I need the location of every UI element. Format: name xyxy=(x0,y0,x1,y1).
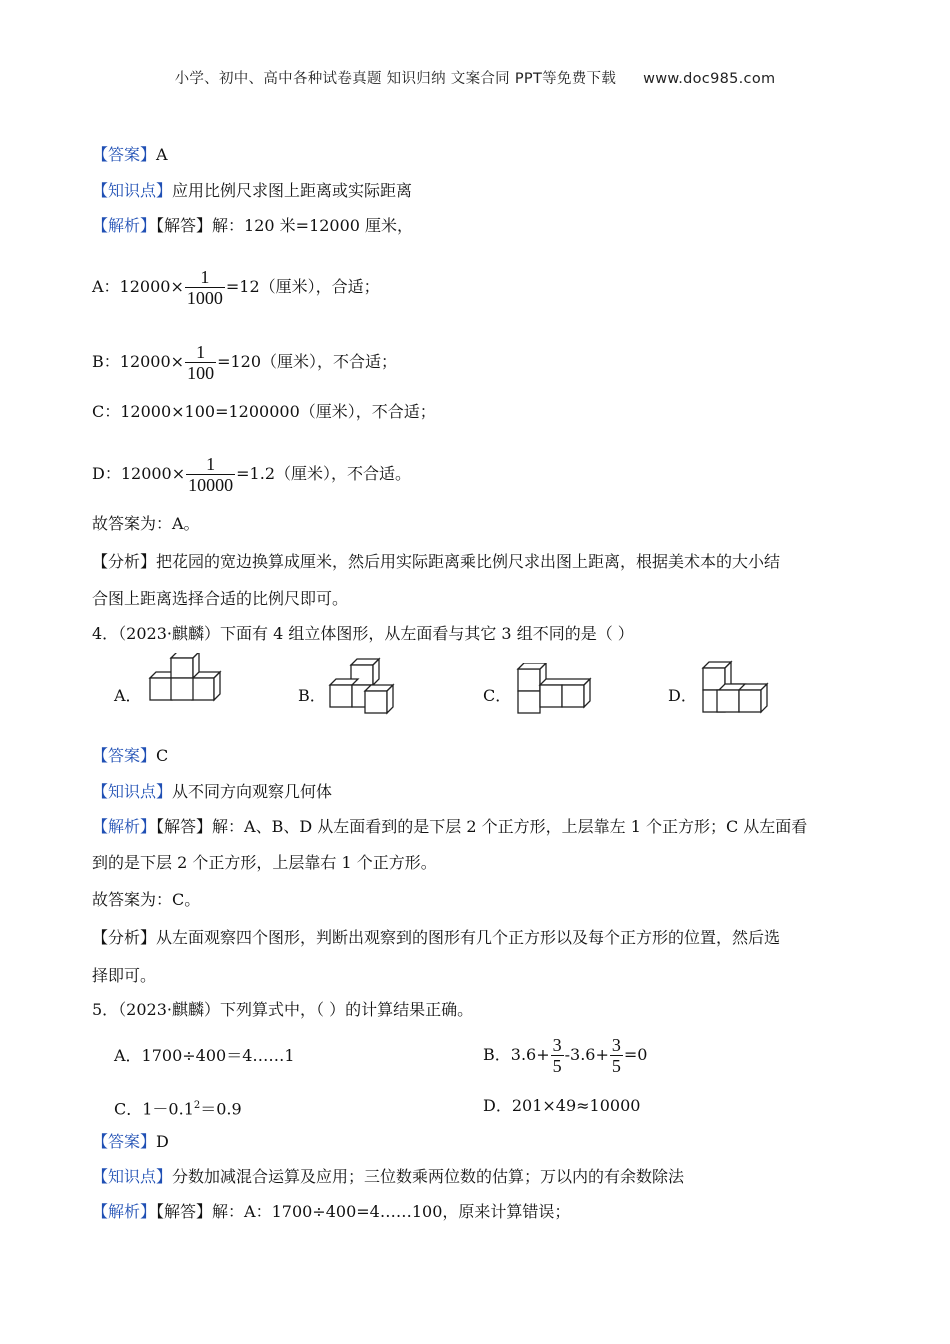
fenxi-tag: 【分析】 xyxy=(92,928,157,947)
numerator: 1 xyxy=(185,267,225,288)
q5-analysis-line xyxy=(92,1200,570,1224)
q3-option-a xyxy=(92,264,380,310)
q4-stem-text: 4．（2023·麒麟）下面有 4 组立体图形，从左面看与其它 3 组不同的是（ ） xyxy=(92,624,634,643)
denominator: 1000 xyxy=(186,288,223,308)
q4-figure-d xyxy=(695,658,785,716)
q3-option-d xyxy=(92,451,411,497)
denominator: 5 xyxy=(611,1056,621,1076)
q4-figure-a xyxy=(140,653,230,715)
q4-knowledge-line xyxy=(92,780,332,804)
q5-stem-text: 5．（2023·麒麟）下列算式中，（ ）的计算结果正确。 xyxy=(92,1000,474,1019)
q3-answer-line xyxy=(92,143,168,167)
header-url[interactable]: www.doc985.com xyxy=(643,71,776,87)
q3-fenxi-line-1 xyxy=(92,550,780,574)
q5-option-a: A．1700÷400＝4……1 xyxy=(114,1046,295,1065)
q4-final xyxy=(92,888,200,912)
answer-tag: 【答案】 xyxy=(92,145,157,164)
knowledge-tag: 【知识点】 xyxy=(92,181,173,200)
q4-answer: C xyxy=(156,746,169,765)
q3-fenxi-line-2 xyxy=(92,587,348,611)
page-header xyxy=(0,67,950,88)
q4-fenxi-1: 从左面观察四个图形，判断出观察到的图形有几个正方形以及每个正方形的位置，然后选 xyxy=(156,928,781,947)
q5-knowledge: 分数加减混合运算及应用；三位数乘两位数的估算；万以内的有余数除法 xyxy=(172,1167,685,1186)
answer-tag: 【答案】 xyxy=(92,1132,157,1151)
q4-answer-line xyxy=(92,744,168,768)
solution-tag: 【解答】 xyxy=(156,817,213,836)
fraction xyxy=(185,342,216,383)
q4-analysis-line-2 xyxy=(92,851,437,875)
q4-fenxi-line-1 xyxy=(92,926,780,950)
knowledge-tag: 【知识点】 xyxy=(92,782,173,801)
q5-option-b xyxy=(483,1032,647,1078)
q3-optD-pre: D：12000× xyxy=(92,464,186,483)
q4-fenxi-line-2 xyxy=(92,964,156,988)
q4-label-c: C． xyxy=(483,686,512,705)
q5-answer: D xyxy=(156,1132,169,1151)
solution-tag: 【解答】 xyxy=(156,216,213,235)
q3-optC-text: C：12000×100=1200000（厘米），不合适； xyxy=(92,402,436,421)
q3-sol-intro: 解：120 米=12000 厘米， xyxy=(212,216,414,235)
q5-answer-line xyxy=(92,1130,169,1154)
q5-sol-1: 解：A：1700÷400=4……100，原来计算错误； xyxy=(212,1202,571,1221)
solution-tag: 【解答】 xyxy=(156,1202,213,1221)
denominator: 10000 xyxy=(188,475,234,495)
header-text: 小学、初中、高中各种试卷真题 知识归纳 文案合同 PPT等免费下载 xyxy=(174,71,617,87)
analysis-tag: 【解析】 xyxy=(92,817,157,836)
q3-optD-post: =1.2（厘米），不合适。 xyxy=(236,464,411,483)
q3-fenxi-1: 把花园的宽边换算成厘米，然后用实际距离乘比例尺求出图上距离，根据美术本的大小结 xyxy=(156,552,781,571)
q3-fenxi-2: 合图上距离选择合适的比例尺即可。 xyxy=(92,589,349,608)
q5-optC-post: ＝0.9 xyxy=(200,1099,242,1119)
numerator: 3 xyxy=(552,1035,562,1055)
q3-option-b xyxy=(92,339,397,385)
q4-figure-b xyxy=(325,653,415,715)
answer-tag: 【答案】 xyxy=(92,746,157,765)
q3-knowledge-line xyxy=(92,179,412,203)
q4-figure-c xyxy=(510,663,600,717)
q5-optC-sup: 2 xyxy=(193,1100,201,1111)
numerator: 3 xyxy=(611,1035,621,1055)
q3-knowledge: 应用比例尺求图上距离或实际距离 xyxy=(172,181,413,200)
q3-answer: A xyxy=(156,145,168,164)
denominator: 100 xyxy=(187,363,215,383)
q5-optC-pre: C．1－0.1 xyxy=(114,1099,194,1119)
q5-stem xyxy=(92,998,473,1022)
q3-optB-post: =120（厘米），不合适； xyxy=(217,352,398,371)
fraction xyxy=(186,454,235,495)
numerator: 1 xyxy=(185,342,216,363)
q5-optB-post: =0 xyxy=(623,1045,648,1064)
q4-stem xyxy=(92,622,634,646)
q5-option-d: D．201×49≈10000 xyxy=(483,1096,641,1115)
q4-label-a: A． xyxy=(114,686,142,705)
q4-knowledge: 从不同方向观察几何体 xyxy=(172,782,333,801)
analysis-tag: 【解析】 xyxy=(92,216,157,235)
fraction xyxy=(610,1035,623,1076)
q3-optB-pre: B：12000× xyxy=(92,352,185,371)
q4-label-d: D． xyxy=(668,686,697,705)
knowledge-tag: 【知识点】 xyxy=(92,1167,173,1186)
q3-final-text: 故答案为：A。 xyxy=(92,514,200,533)
q4-sol-1: 解：A、B、D 从左面看到的是下层 2 个正方形，上层靠左 1 个正方形；C 从左面看 xyxy=(212,817,808,836)
numerator: 1 xyxy=(186,454,235,475)
q4-final-text: 故答案为：C。 xyxy=(92,890,201,909)
q3-optA-pre: A：12000× xyxy=(92,277,184,296)
q5-option-c xyxy=(114,1094,242,1121)
q5-optB-pre: B．3.6+ xyxy=(483,1045,550,1064)
q4-fenxi-2: 择即可。 xyxy=(92,966,157,985)
q3-analysis-line xyxy=(92,214,413,238)
q3-optA-post: =12（厘米），合适； xyxy=(225,277,380,296)
q4-sol-2: 到的是下层 2 个正方形，上层靠右 1 个正方形。 xyxy=(92,853,437,872)
fraction xyxy=(551,1035,564,1076)
q3-option-c xyxy=(92,400,436,424)
q3-final xyxy=(92,512,200,536)
q5-optB-mid: -3.6+ xyxy=(564,1045,609,1064)
q4-analysis-line-1 xyxy=(92,815,807,839)
fenxi-tag: 【分析】 xyxy=(92,552,157,571)
analysis-tag: 【解析】 xyxy=(92,1202,157,1221)
q5-knowledge-line xyxy=(92,1165,684,1189)
q4-label-b: B． xyxy=(298,686,326,705)
fraction xyxy=(185,267,225,308)
denominator: 5 xyxy=(552,1056,562,1076)
